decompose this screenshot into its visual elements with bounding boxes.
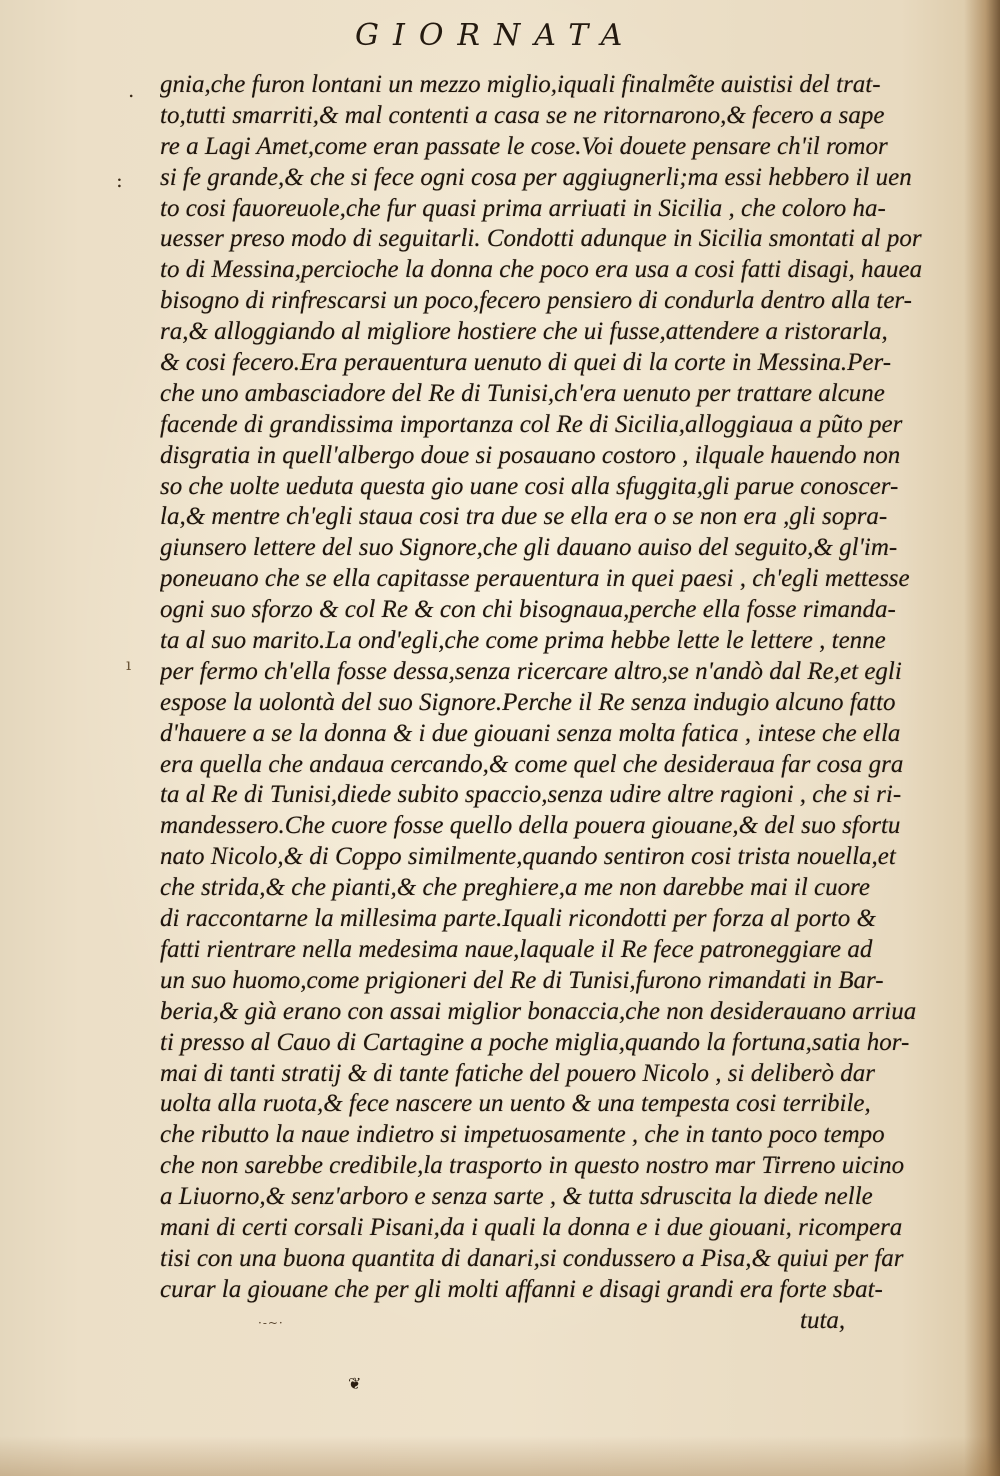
text-line: fatti rientrare nella medesima naue,laquale il Re fece patroneggiare ad	[160, 935, 873, 963]
text-line: to cosi fauoreuole,che fur quasi prima arriuati in Sicilia , che coloro ha-	[160, 194, 886, 222]
running-head: GIORNATA	[355, 18, 637, 53]
text-line: disgratia in quell'albergo doue si posauano costoro , ilquale hauendo non	[160, 441, 901, 469]
page-bottom-shadow	[0, 1436, 1000, 1476]
text-line: ti presso al Cauo di Cartagine a poche miglia,quando la fortuna,satia hor-	[160, 1028, 910, 1056]
text-line: mani di certi corsali Pisani,da i quali la donna e i due giouani, ricompera	[160, 1213, 903, 1241]
text-line: d'hauere a se la donna & i due giouani senza molta fatica , intese che ella	[160, 719, 901, 747]
body-text	[160, 70, 950, 1337]
text-line: che uno ambasciadore del Re di Tunisi,ch'era uenuto per trattare alcune	[160, 379, 885, 407]
text-line: & cosi fecero.Era perauentura uenuto di quei di la corte in Messina.Per-	[160, 349, 892, 377]
margin-colon-mark: :	[116, 168, 123, 192]
text-line: tisi con una buona quantita di danari,si condussero a Pisa,& quiui per far	[160, 1244, 904, 1272]
text-line: to di Messina,percioche la donna che poco era usa a cosi fatti disagi, hauea	[160, 256, 923, 284]
text-line: di raccontarne la millesima parte.Iquali ricondotti per forza al porto &	[160, 905, 876, 933]
text-line: per fermo ch'ella fosse dessa,senza ricercare altro,se n'andò dal Re,et egli	[160, 657, 902, 685]
text-line: si fe grande,& che si fece ogni cosa per aggiugnerli;ma essi hebbero il uen	[160, 163, 912, 191]
text-line: to,tutti smarriti,& mal contenti a casa se ne ritornarono,& fecero a sape	[160, 101, 885, 129]
fleuron-ornament-icon: ❦	[348, 1374, 362, 1393]
text-line: facende di grandissima importanza col Re di Sicilia,alloggiaua a pũto per	[160, 410, 903, 438]
text-line: ra,& alloggiando al migliore hostiere che ui fusse,attendere a ristorarla,	[160, 318, 888, 346]
margin-tick-mark: ı	[126, 655, 132, 674]
text-line: ta al Re di Tunisi,diede subito spaccio,senza udire altre ragioni , che si ri-	[160, 781, 902, 809]
text-line: espose la uolontà del suo Signore.Perche il Re senza indugio alcuno fatto	[160, 688, 896, 716]
text-line: la,& mentre ch'egli staua cosi tra due se ella era o se non era ,gli sopra-	[160, 503, 888, 531]
page-gutter-shadow	[964, 0, 1000, 1476]
text-line: che strida,& che pianti,& che preghiere,a me non darebbe mai il cuore	[160, 874, 871, 902]
text-line: poneuano che se ella capitasse perauentura in quei paesi , ch'egli mettesse	[160, 565, 910, 593]
text-line: mai di tanti stratij & di tante fatiche del pouero Nicolo , si deliberò dar	[160, 1059, 876, 1087]
text-line: bisogno di rinfrescarsi un poco,fecero pensiero di condurla dentro alla ter-	[160, 287, 912, 315]
ink-smudge: ·-~·	[258, 1316, 284, 1330]
text-line: un suo huomo,come prigioneri del Re di Tunisi,furono rimandati in Bar-	[160, 966, 884, 994]
text-line: tuta,	[800, 1306, 846, 1334]
text-line: ogni suo sforzo & col Re & con chi bisognaua,perche ella fosse rimanda-	[160, 596, 896, 624]
text-line: mandessero.Che cuore fosse quello della pouera giouane,& del suo sfortu	[160, 812, 901, 840]
text-line: curar la giouane che per gli molti affanni e disagi grandi era forte sbat-	[160, 1275, 883, 1303]
text-line: era quella che andaua cercando,& come quel che desideraua far cosa gra	[160, 750, 904, 778]
text-line: nato Nicolo,& di Coppo similmente,quando sentiron cosi trista nouella,et	[160, 843, 896, 871]
text-line: uesser preso modo di seguitarli. Condotti adunque in Sicilia smontati al por	[160, 225, 922, 253]
text-line: re a Lagi Amet,come eran passate le cose.Voi douete pensare ch'il romor	[160, 132, 888, 160]
text-line: gnia,che furon lontani un mezzo miglio,iquali finalmẽte auistisi del trat-	[160, 71, 881, 98]
text-line: beria,& già erano con assai miglior bonaccia,che non desiderauano arriua	[160, 997, 917, 1025]
margin-dot-mark: .	[128, 78, 135, 102]
text-line: a Liuorno,& senz'arboro e senza sarte , & tutta sdruscita la diede nelle	[160, 1183, 873, 1211]
text-line: so che uolte ueduta questa gio uane cosi alla sfuggita,gli parue conoscer-	[160, 472, 899, 500]
text-line: che non sarebbe credibile,la trasporto in questo nostro mar Tirreno uicino	[160, 1152, 905, 1180]
text-line: uolta alla ruota,& fece nascere un uento & una tempesta cosi terribile,	[160, 1090, 871, 1118]
text-line: ta al suo marito.La ond'egli,che come prima hebbe lette le lettere , tenne	[160, 627, 886, 655]
text-line: giunsero lettere del suo Signore,che gli dauano auiso del seguito,& gl'im-	[160, 534, 898, 562]
text-line: che ributto la naue indietro si impetuosamente , che in tanto poco tempo	[160, 1121, 885, 1149]
